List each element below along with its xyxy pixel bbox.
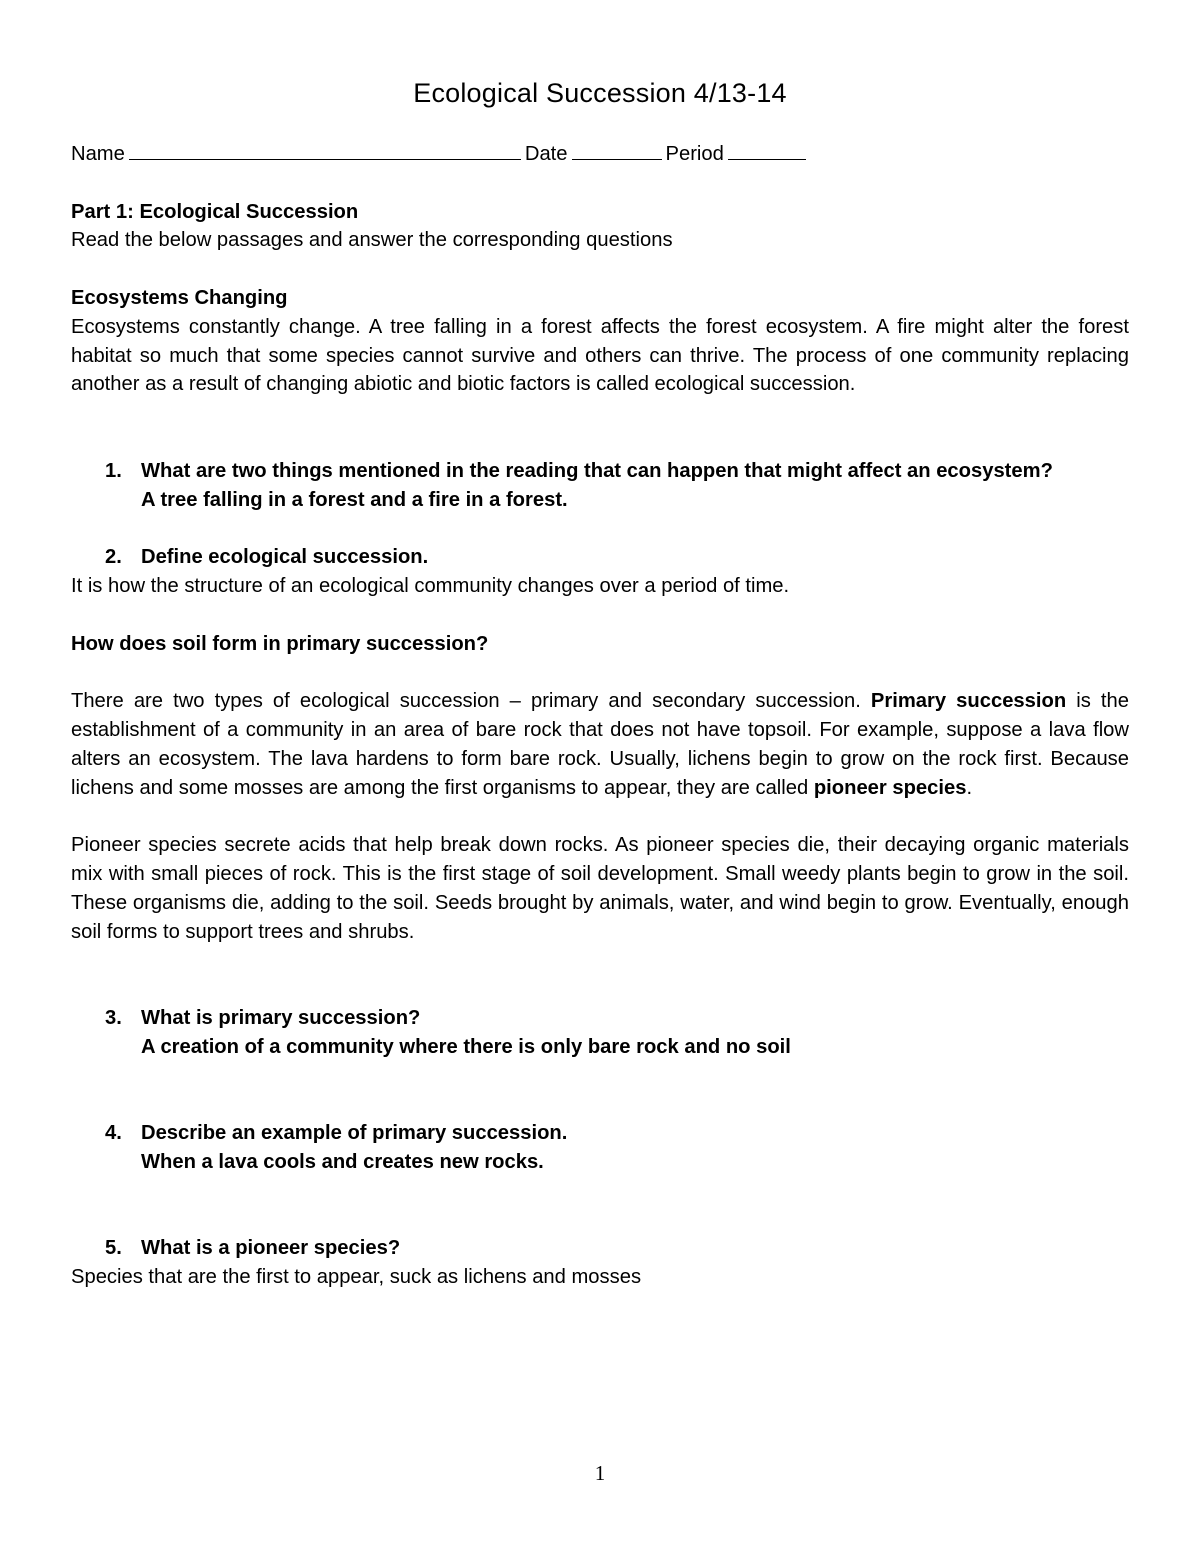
part1-instructions: Read the below passages and answer the corresponding questions: [71, 229, 673, 252]
question-4: [71, 1119, 1129, 1148]
section2-para1-text-b: is the establishment of a community in an area of bare rock that does not have topsoil. For example, suppose a lava flow alters an ecosystem. The lava hardens to form bare rock. Usually, lichens begin to grow on the rock first. Because lichens and some mosses are among the first organisms to appear, they are called: [71, 690, 1129, 799]
question-1-text: What are two things mentioned in the reading that can happen that might affect an ecosystem?: [141, 459, 1053, 482]
document-title: Ecological Succession 4/13-14: [413, 78, 787, 108]
date-blank[interactable]: [572, 139, 662, 160]
question-1-number: 1.: [105, 459, 122, 482]
part1-heading: Part 1: Ecological Succession: [71, 200, 359, 223]
question-5-text: What is a pioneer species?: [141, 1237, 401, 1260]
name-label: Name: [71, 143, 125, 165]
question-4-text: Describe an example of primary succession.: [141, 1122, 568, 1145]
question-2-number: 2.: [105, 546, 122, 569]
term-primary-succession: Primary succession: [870, 690, 1067, 713]
answer-5: Species that are the first to appear, suck as lichens and mosses: [71, 1266, 642, 1289]
section2-paragraph-2: Pioneer species secrete acids that help break down rocks. As pioneer species die, their decaying organic materials mix with small pieces of rock. This is the first stage of soil development. Small weedy plants begin to grow in the soil. These organisms die, adding to the soil. Seeds brought by animals, water, and wind begin to grow. Eventually, enough soil forms to support trees and shrubs.: [71, 834, 1129, 943]
period-label: Period: [665, 143, 724, 165]
question-5-number: 5.: [105, 1237, 122, 1260]
answer-2: It is how the structure of an ecological community changes over a period of time.: [71, 574, 790, 597]
section2-para1-text-c: .: [966, 776, 973, 799]
document-body: [71, 139, 1129, 1292]
section1-paragraph: Ecosystems constantly change. A tree falling in a forest affects the forest ecosystem. A fire might alter the forest habitat so much that some species cannot survive and others can thrive. The process of one community replacing another as a result of changing abiotic and biotic factors is called ecological succession.: [71, 315, 1129, 396]
date-label: Date: [524, 143, 568, 165]
section2-paragraph-1: [71, 687, 1129, 802]
answer-1: A tree falling in a forest and a fire in a forest.: [141, 488, 568, 511]
question-3-text: What is primary succession?: [141, 1006, 421, 1029]
term-pioneer-species: pioneer species: [813, 776, 967, 799]
question-5: [71, 1234, 1129, 1263]
section2-para1-text-a: There are two types of ecological succession – primary and secondary succession.: [71, 690, 871, 713]
period-blank[interactable]: [728, 139, 806, 160]
section2-heading: How does soil form in primary succession?: [71, 632, 489, 655]
question-2-text: Define ecological succession.: [141, 546, 429, 569]
section1-heading: Ecosystems Changing: [71, 286, 288, 309]
answer-3: A creation of a community where there is only bare rock and no soil: [141, 1035, 791, 1058]
page-number: 1: [594, 1461, 606, 1485]
question-3: [71, 1004, 1129, 1033]
header-fields-row: [71, 139, 1129, 169]
question-3-number: 3.: [105, 1006, 122, 1029]
name-blank[interactable]: [129, 139, 521, 160]
question-1: [71, 457, 1129, 486]
question-2: [71, 543, 1129, 572]
answer-4: When a lava cools and creates new rocks.: [141, 1150, 544, 1173]
question-4-number: 4.: [105, 1122, 122, 1145]
